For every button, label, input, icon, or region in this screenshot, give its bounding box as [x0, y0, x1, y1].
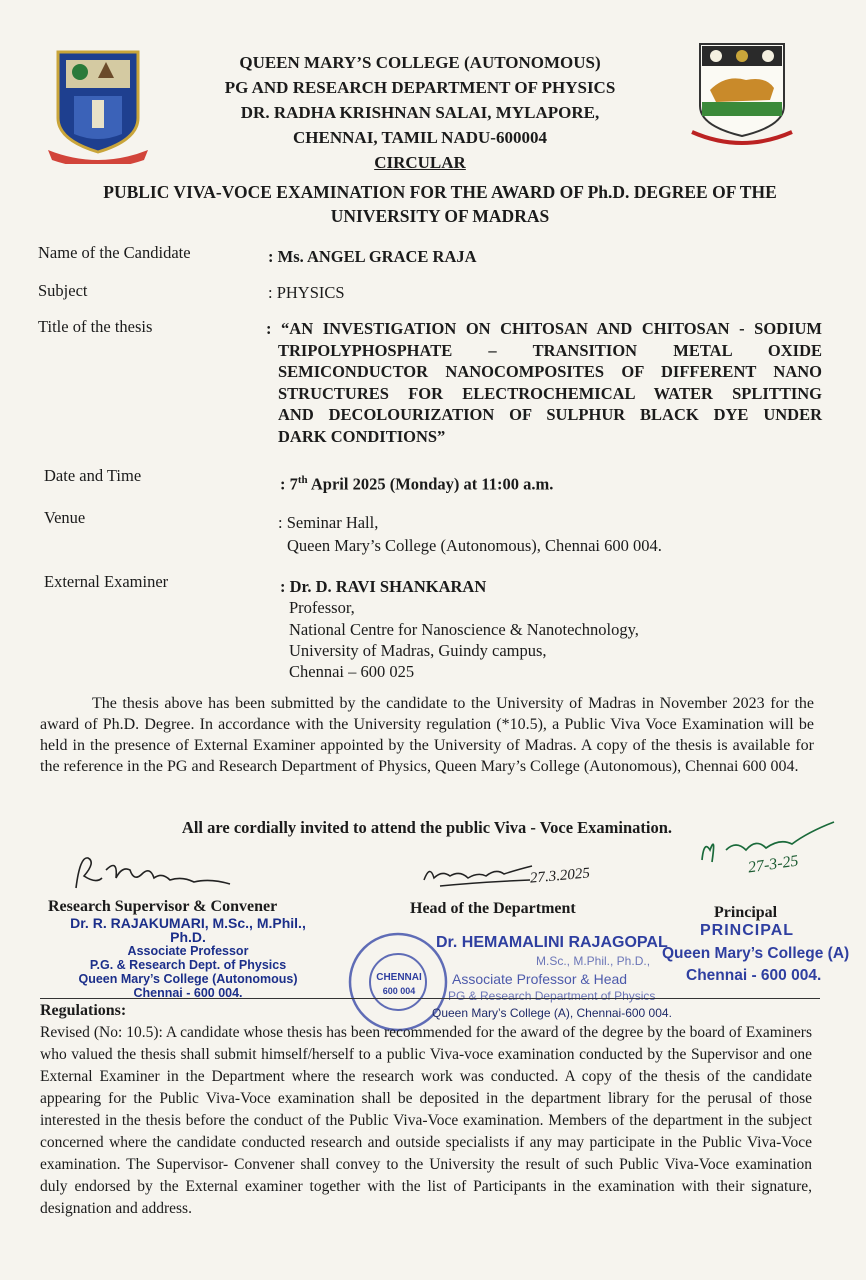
principal-stamp-title: PRINCIPAL [700, 922, 795, 939]
principal-stamp-college: Queen Mary’s College (A) [662, 945, 850, 962]
document-title [60, 180, 820, 228]
title-line-2: UNIVERSITY OF MADRAS [330, 206, 550, 226]
hod-stamp-degree: M.Sc., M.Phil., Ph.D., [536, 954, 651, 968]
college-crest-logo [44, 48, 152, 164]
title-line-1: PUBLIC VIVA-VOCE EXAMINATION FOR THE AWARD OF Ph.D. DEGREE OF THE [103, 182, 777, 202]
examiner-designation: Professor, [289, 598, 355, 617]
venue-label: Venue [44, 508, 86, 527]
college-header [170, 50, 670, 175]
stamp-line: P.G. & Research Dept. of Physics [89, 958, 287, 972]
thesis-line: AND DECOLOURIZATION OF SULPHUR BLACK DYE UNDER [278, 405, 822, 424]
principal-role: Principal [714, 904, 778, 921]
hod-stamp-designation: Associate Professor & Head [452, 971, 628, 987]
candidate-label: Name of the Candidate [38, 243, 191, 262]
thesis-label: Title of the thesis [38, 317, 153, 336]
date-suffix: th [297, 474, 308, 486]
hod-signature [420, 860, 540, 890]
seal-center-text: CHENNAI [376, 972, 422, 983]
examiner-city: Chennai – 600 025 [289, 662, 415, 681]
principal-stamp-city: Chennai - 600 004. [686, 967, 822, 984]
stamp-line: Associate Professor [127, 944, 249, 958]
date-prefix: : 7 [280, 474, 298, 494]
hod-signature-date: 27.3.2025 [529, 865, 591, 887]
examiner-label: External Examiner [44, 572, 169, 591]
examiner-university: University of Madras, Guindy campus, [289, 641, 547, 660]
principal-signature-date: 27-3-25 [746, 852, 800, 877]
candidate-value: : Ms. ANGEL GRACE RAJA [268, 247, 477, 266]
supervisor-role: Research Supervisor & Convener [48, 898, 278, 915]
hod-stamp-department: PG & Research Department of Physics [448, 989, 656, 1003]
seal-code-text: 600 004 [382, 986, 416, 996]
venue-line-2: Queen Mary’s College (Autonomous), Chennai 600 004. [287, 536, 662, 555]
venue-line-1: : Seminar Hall, [278, 513, 379, 532]
date-value [280, 470, 553, 495]
stamp-line: Chennai - 600 004. [133, 986, 243, 1000]
examiner-institution: National Centre for Nanoscience & Nanotechnology, [289, 620, 639, 639]
regulations-heading: Regulations: [40, 1002, 127, 1019]
thesis-line: STRUCTURES FOR ELECTROCHEMICAL WATER SPLITTING [278, 383, 822, 403]
supervisor-signature [70, 848, 240, 898]
hod-stamp-name: Dr. HEMAMALINI RAJAGOPAL [436, 934, 668, 951]
thesis-line: DARK CONDITIONS” [278, 426, 446, 446]
thesis-line: TRIPOLYPHOSPHATE – TRANSITION METAL OXIDE [278, 340, 822, 360]
supervisor-stamp [62, 916, 314, 1000]
stamp-line: Queen Mary’s College (Autonomous) [78, 972, 298, 986]
university-emblem-logo [686, 40, 798, 158]
hod-stamp-college: Queen Mary’s College (A), Chennai-600 004. [432, 1006, 672, 1020]
subject-value: : PHYSICS [268, 283, 345, 302]
department-name: PG AND RESEARCH DEPARTMENT OF PHYSICS [224, 78, 616, 97]
address-line-1: DR. RADHA KRISHNAN SALAI, MYLAPORE, [240, 103, 600, 122]
examiner-name: : Dr. D. RAVI SHANKARAN [280, 577, 487, 596]
stamp-line: Dr. R. RAJAKUMARI, M.Sc., M.Phil., Ph.D. [70, 915, 306, 945]
thesis-line: : “AN INVESTIGATION ON CHITOSAN AND CHITOSAN - SODIUM [266, 319, 822, 338]
thesis-title [266, 318, 822, 447]
invitation-line: All are cordially invited to attend the public Viva - Voce Examination. [181, 818, 673, 837]
date-label: Date and Time [44, 466, 142, 485]
date-rest: April 2025 (Monday) at 11:00 a.m. [307, 474, 554, 494]
hod-role: Head of the Department [410, 900, 576, 917]
regulations-divider [40, 998, 820, 999]
address-line-2: CHENNAI, TAMIL NADU-600004 [293, 128, 547, 147]
circular-heading: CIRCULAR [374, 153, 466, 172]
notice-paragraph: The thesis above has been submitted by the candidate to the University of Madras in November 2023 for the award of Ph.D. Degree. In accordance with the University regulation (*10.5), a Public Viva Voce Examination will be held in the presence of External Examiner appointed by the University of Madras. A copy of the thesis is available for the reference in the PG and Research Department of Physics, Queen Mary’s College (Autonomous), Chennai 600 004. [40, 695, 814, 775]
thesis-line: SEMICONDUCTOR NANOCOMPOSITES OF DIFFERENT NANO [278, 362, 822, 381]
regulations-body: Revised (No: 10.5): A candidate whose thesis has been recommended for the award of the degree by the board of Examiners who valued the thesis shall submit himself/herself to a public Viva-voce examination conducted by the Supervisor and one External Examiner in the Department where the research work was conducted. A copy of the thesis of the candidate appearing for the Public Viva-Voce examination shall be deposited in the department library for the perusal of those interested in the thesis before the conduct of the Public Viva-Voce examination. Members of the department in the subject concerned where the candidate conducted research and outside specialists if any may participate in the Public Viva-Voce examination. The Supervisor- Convener shall convey to the University the result of such Public Viva-Voce examination duly endorsed by the External examiner together with the list of Participants in the examination with their signature, designation and address. [40, 1024, 812, 1217]
subject-label: Subject [38, 281, 88, 300]
college-name: QUEEN MARY’S COLLEGE (AUTONOMOUS) [239, 53, 601, 72]
